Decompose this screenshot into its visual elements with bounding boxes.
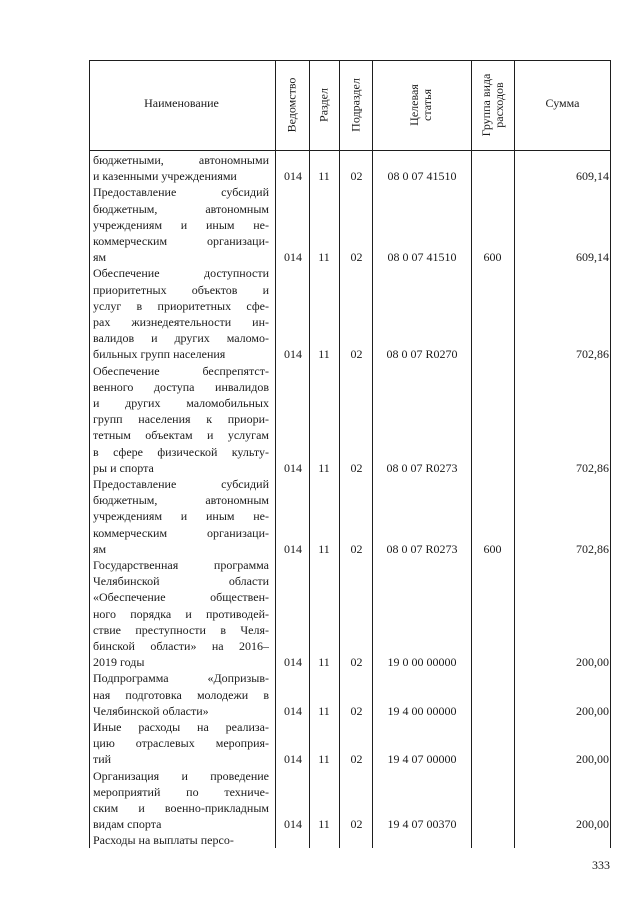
section-cell: 11 [318, 817, 330, 832]
row-name-line: мероприятий по техниче- [93, 784, 269, 799]
column-border [89, 60, 90, 848]
target-article-cell: 08 0 07 R0270 [386, 347, 458, 362]
target-article-cell: 08 0 07 R0273 [386, 460, 458, 475]
department-cell: 014 [284, 541, 302, 556]
header-target-article [408, 84, 434, 126]
row-name-line: видам спорта [93, 817, 162, 832]
sum-cell: 200,00 [576, 752, 609, 767]
row-name-line: ная подготовка молодежи в [93, 687, 269, 702]
row-name-line: 2019 годы [93, 655, 145, 670]
section-cell: 11 [318, 460, 330, 475]
department-cell: 014 [284, 347, 302, 362]
department-cell: 014 [284, 703, 302, 718]
row-name-line: «Обеспечение обществен- [93, 590, 269, 605]
department-cell: 014 [284, 655, 302, 670]
target-article-cell: 08 0 07 41510 [387, 250, 457, 265]
row-name-line: Предоставление субсидий [93, 185, 269, 200]
section-cell: 11 [318, 347, 330, 362]
column-border [610, 60, 611, 848]
row-name-line: ствие преступности в Челя- [93, 622, 269, 637]
row-name-line: учреждениям и иным не- [93, 509, 269, 524]
row-name-line: бинской области» на 2016– [93, 639, 269, 653]
row-name-line: Обеспечение доступности [93, 266, 269, 281]
row-name-line: цию отраслевых мероприя- [93, 736, 269, 751]
header-department: Ведомство [284, 77, 299, 133]
row-name-line: ного порядка и противодей- [93, 606, 269, 621]
sum-cell: 702,86 [576, 347, 609, 362]
header-subsection: Подраздел [348, 78, 363, 132]
department-cell: 014 [284, 250, 302, 265]
section-cell: 11 [318, 752, 330, 767]
row-name-line: в сфере физической культу- [93, 444, 269, 459]
column-border [275, 60, 276, 848]
row-name-line: бюджетным, автономным [93, 493, 269, 508]
row-name-line: тетным объектам и услугам [93, 428, 269, 443]
row-name-line: Челябинской области» [93, 703, 209, 718]
row-name-line: бильных групп населения [93, 347, 226, 362]
header-sum: Сумма [545, 96, 580, 110]
subsection-cell: 02 [350, 250, 363, 265]
expense-group-cell: 600 [483, 250, 502, 265]
row-name-line: коммерческим организаци- [93, 525, 269, 540]
section-cell: 11 [318, 703, 330, 718]
section-cell: 11 [318, 169, 330, 184]
column-border [471, 60, 472, 848]
department-cell: 014 [284, 817, 302, 832]
sum-cell: 200,00 [576, 703, 609, 718]
column-border [339, 60, 340, 848]
sum-cell: 609,14 [576, 169, 609, 184]
sum-cell: 702,86 [576, 541, 609, 556]
row-name-line: услуг в приоритетных сфе- [93, 298, 269, 313]
row-name-line: Организация и проведение [93, 768, 269, 783]
header-expense-group-line2: расходов [492, 82, 506, 128]
sum-cell: 200,00 [576, 655, 609, 670]
row-name-line: и казенными учреждениями [93, 169, 237, 184]
header-bottom-border [89, 150, 611, 151]
row-name-line: тий [93, 752, 112, 767]
subsection-cell: 02 [350, 752, 363, 767]
row-name-line: ским и военно-прикладным [93, 801, 269, 815]
row-name-line: Предоставление субсидий [93, 477, 269, 491]
header-name: Наименование [144, 96, 219, 110]
row-name-line: валидов и других маломо- [93, 331, 269, 346]
row-name-line: ям [93, 250, 107, 265]
target-article-cell: 19 4 07 00370 [387, 817, 457, 832]
subsection-cell: 02 [350, 817, 363, 832]
row-name-line: ры и спорта [93, 460, 154, 475]
header-section: Раздел [316, 88, 331, 122]
header-expense-group-line1: Группа вида [479, 73, 493, 137]
section-cell: 11 [318, 541, 330, 556]
row-name-line: рах жизнедеятельности ин- [93, 315, 269, 329]
row-name-line: Обеспечение беспрепятст- [93, 363, 269, 378]
page-number: 333 [592, 858, 610, 872]
target-article-cell: 08 0 07 R0273 [386, 541, 458, 556]
row-name-line: Подпрограмма «Допризыв- [93, 671, 269, 686]
section-cell: 11 [318, 655, 330, 670]
row-name-line: Государственная программа [93, 558, 269, 572]
department-cell: 014 [284, 169, 302, 184]
sum-cell: 200,00 [576, 817, 609, 832]
row-name-line: Иные расходы на реализа- [93, 720, 269, 734]
subsection-cell: 02 [350, 347, 363, 362]
column-border [372, 60, 373, 848]
row-name-line: приоритетных объектов и [93, 282, 269, 297]
row-name-line: коммерческим организаци- [93, 234, 269, 248]
row-name-line: учреждениям и иным не- [93, 217, 269, 232]
target-article-cell: 08 0 07 41510 [387, 169, 457, 184]
row-name-line: венного доступа инвалидов [93, 379, 269, 394]
header-target-article-line2: статья [420, 89, 434, 121]
subsection-cell: 02 [350, 541, 363, 556]
header-target-article-line1: Целевая [407, 84, 421, 126]
row-name-line: Расходы на выплаты персо- [93, 833, 234, 848]
table-top-border [89, 60, 611, 61]
row-name-line: и других маломобильных [93, 396, 269, 410]
target-article-cell: 19 4 07 00000 [387, 752, 457, 767]
subsection-cell: 02 [350, 169, 363, 184]
row-name-line: бюджетным, автономным [93, 201, 269, 216]
sum-cell: 702,86 [576, 460, 609, 475]
department-cell: 014 [284, 460, 302, 475]
subsection-cell: 02 [350, 703, 363, 718]
target-article-cell: 19 4 00 00000 [387, 703, 457, 718]
row-name-line: групп населения к приори- [93, 412, 269, 427]
row-name-line: бюджетными, автономными [93, 153, 269, 167]
subsection-cell: 02 [350, 460, 363, 475]
row-name-line: Челябинской области [93, 574, 269, 589]
sum-cell: 609,14 [576, 250, 609, 265]
department-cell: 014 [284, 752, 302, 767]
header-expense-group [480, 74, 506, 137]
expense-group-cell: 600 [483, 541, 502, 556]
section-cell: 11 [318, 250, 330, 265]
subsection-cell: 02 [350, 655, 363, 670]
row-name-line: ям [93, 541, 107, 556]
target-article-cell: 19 0 00 00000 [387, 655, 457, 670]
